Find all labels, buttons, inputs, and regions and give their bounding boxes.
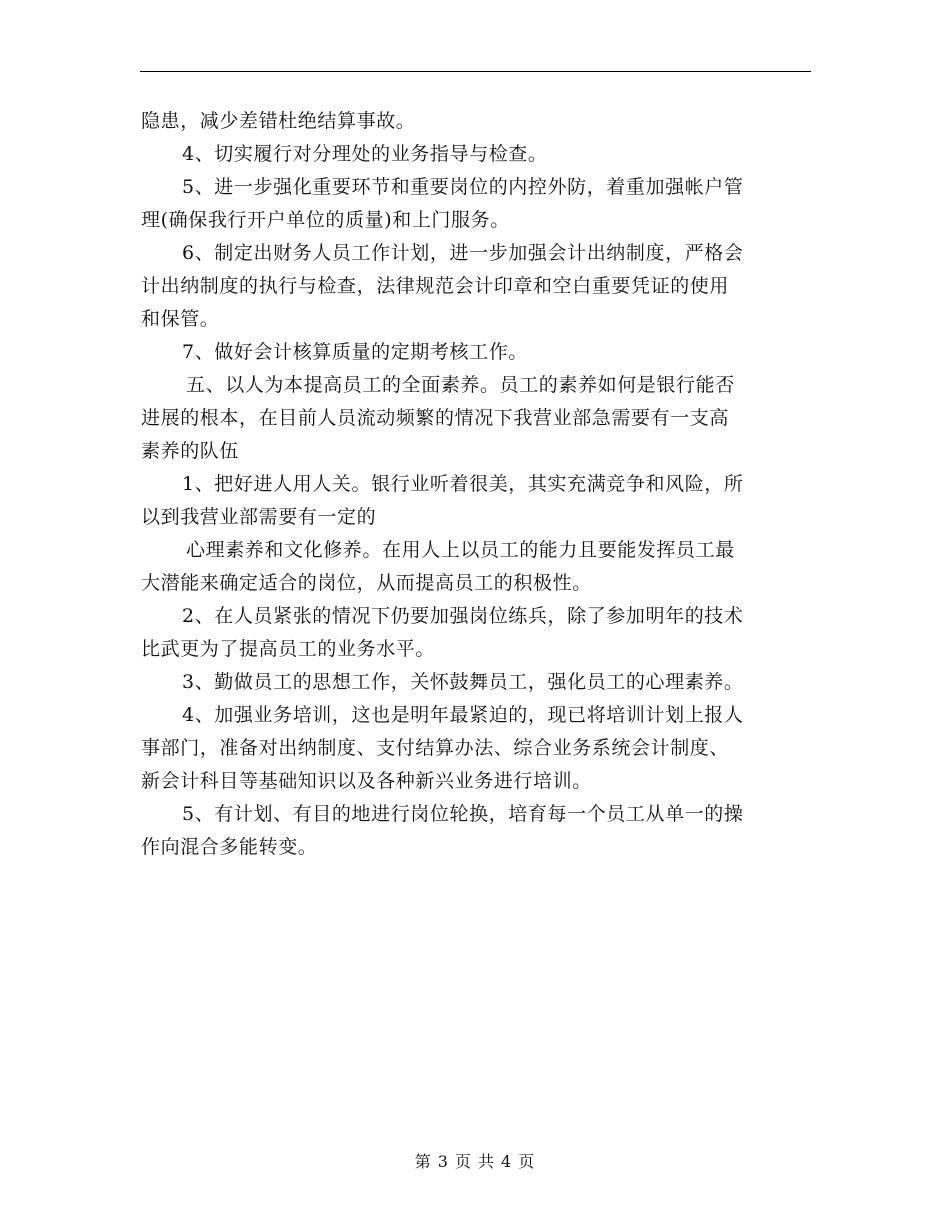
text-line: 1、把好进人用人关。银行业听着很美，其实充满竞争和风险，所 [182,473,744,495]
text-line: 3、勤做员工的思想工作，关怀鼓舞员工，强化员工的心理素养。 [182,671,744,693]
page-footer [0,1152,950,1172]
text-line: 2、在人员紧张的情况下仍要加强岗位练兵，除了参加明年的技术 [182,605,744,627]
footer-prefix: 第 [414,1152,432,1171]
text-line: 5、进一步强化重要环节和重要岗位的内控外防，着重加强帐户管 [182,176,744,198]
text-line: 素养的队伍 [141,440,240,462]
footer-total-pages: 4 [501,1152,513,1171]
text-line: 进展的根本，在目前人员流动频繁的情况下我营业部急需要有一支高 [141,407,730,429]
text-line: 以到我营业部需要有一定的 [141,506,377,528]
text-line: 心理素养和文化修养。在用人上以员工的能力且要能发挥员工最 [186,539,735,561]
section-heading-line: 五、以人为本提高员工的全面素养。员工的素养如何是银行能否 [186,374,735,396]
text-line: 大潜能来确定适合的岗位，从而提高员工的积极性。 [141,572,592,594]
text-line: 5、有计划、有目的地进行岗位轮换，培育每一个员工从单一的操 [182,803,744,825]
text-line: 4、加强业务培训，这也是明年最紧迫的，现已将培训计划上报人 [182,704,744,726]
text-line: 隐患，减少差错杜绝结算事故。 [141,110,416,132]
text-line: 比武更为了提高员工的业务水平。 [141,638,436,660]
header-rule [140,71,811,72]
text-line: 新会计科目等基础知识以及各种新兴业务进行培训。 [141,770,592,792]
footer-suffix: 页 [518,1152,536,1171]
footer-middle: 页 共 [454,1152,496,1171]
text-line: 理(确保我行开户单位的质量)和上门服务。 [141,209,510,231]
text-line: 事部门，准备对出纳制度、支付结算办法、综合业务系统会计制度、 [141,737,730,759]
text-line: 7、做好会计核算质量的定期考核工作。 [182,341,528,363]
text-line: 和保管。 [141,308,220,330]
text-line: 计出纳制度的执行与检查，法律规范会计印章和空白重要凭证的使用 [141,275,730,297]
body-text [141,105,811,864]
text-line: 6、制定出财务人员工作计划，进一步加强会计出纳制度，严格会 [182,242,744,264]
text-line: 4、切实履行对分理处的业务指导与检查。 [182,143,548,165]
text-line: 作向混合多能转变。 [141,836,318,858]
footer-current-page: 3 [437,1152,449,1171]
